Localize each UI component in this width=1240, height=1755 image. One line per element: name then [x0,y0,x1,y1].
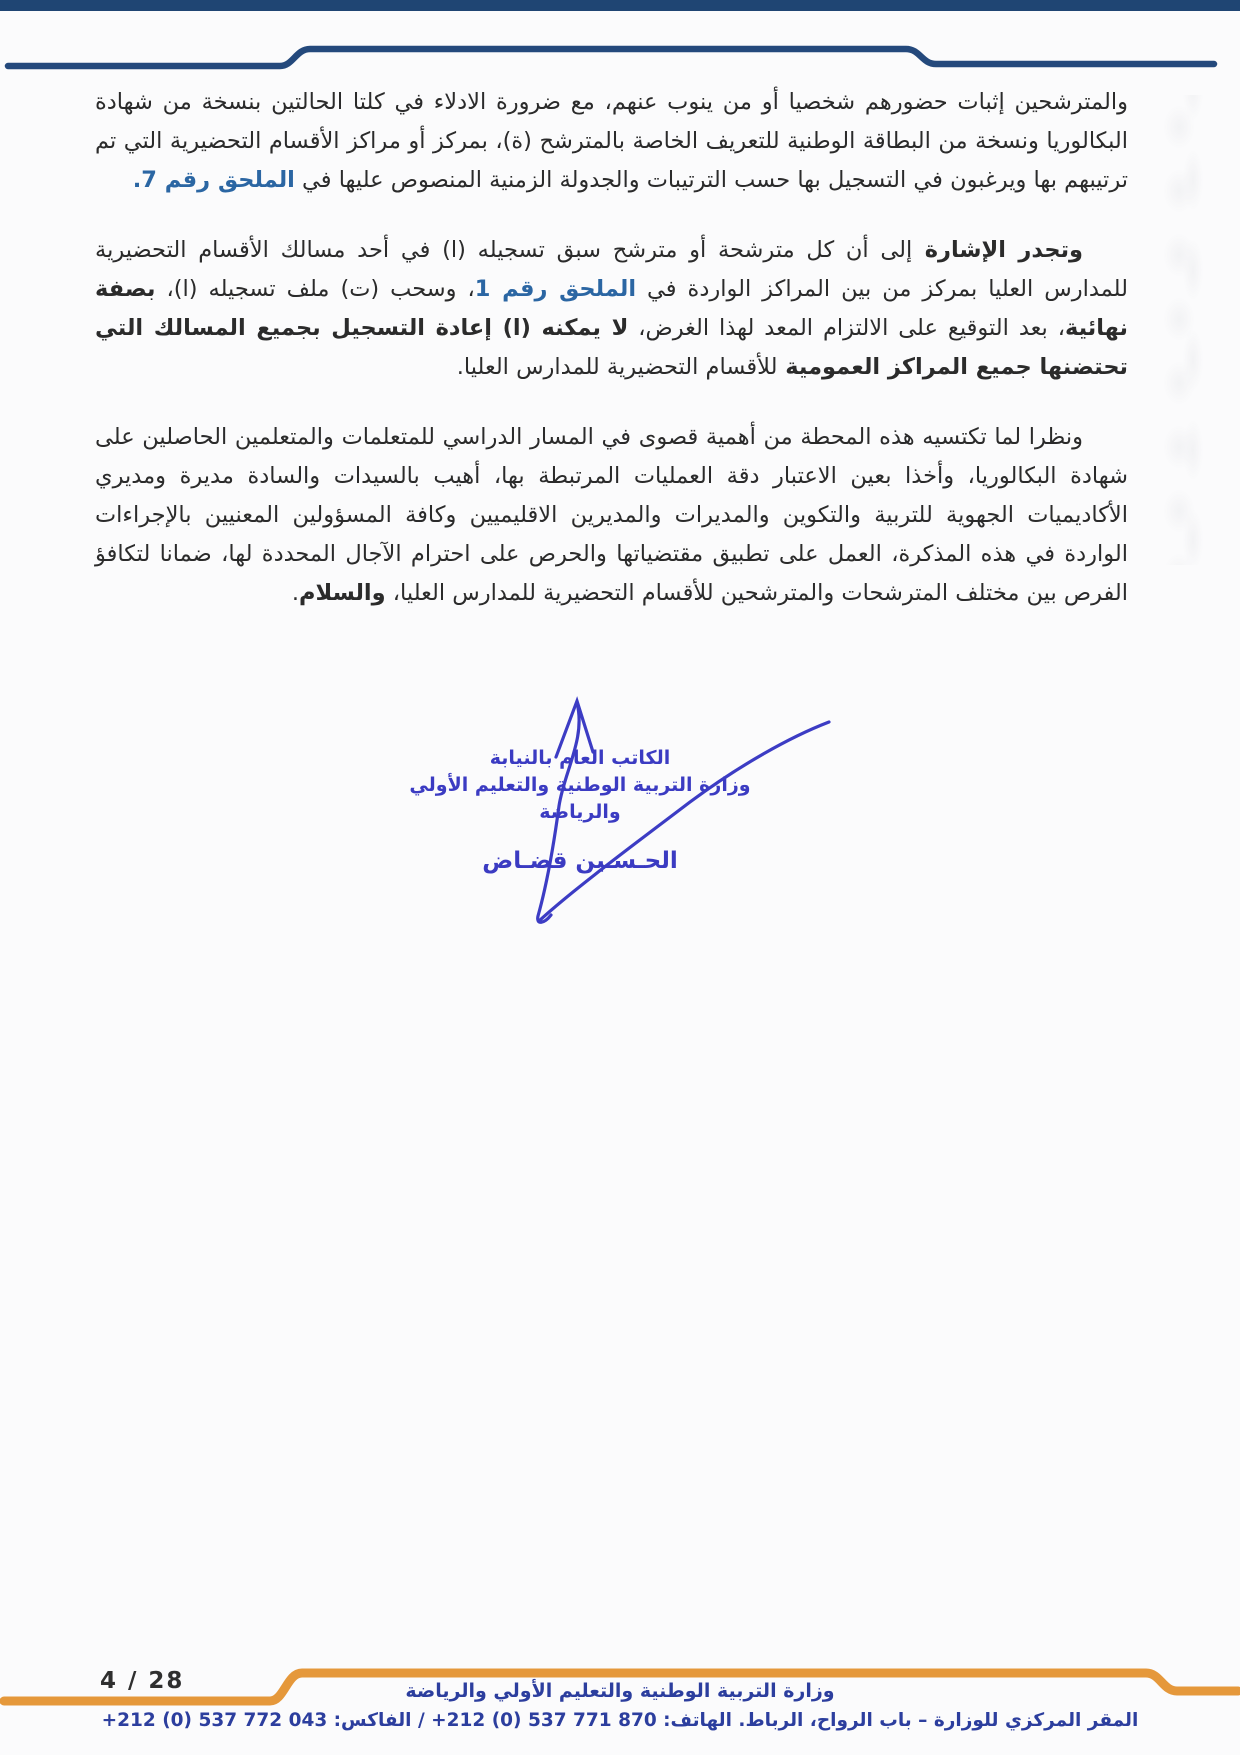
scan-artifact-strip [1148,95,1234,565]
text-segment-normal: ، وسحب (ت) ملف تسجيله (ا)، [155,276,475,302]
stamp-ministry-line-2: والرياضة [539,801,621,823]
text-segment-bold: لا يمكنه (ا) إعادة التسجيل بجميع المسالك التي تحتضنها جميع المراكز العمومية [95,315,1128,380]
stamp-ministry-line: وزارة التربية الوطنية والتعليم الأولي [409,774,751,796]
text-segment-normal: والمترشحين إثبات حضورهم شخصيا أو من ينوب عنهم، مع ضرورة الادلاء في كلتا الحالتين بنسخة من شهادة البكالوريا ونسخة من البطاقة الوطنية للتعريف الخاصة بالمترشح (ة)، بمركز أو مراكز الأقسام التحضيرية التي تم ترتيبهم بها ويرغبون في التسجيل بها حسب الترتيبات والجدولة الزمنية المنصوص عليها في [95,89,1128,193]
text-segment-accent: الملحق رقم 7. [132,167,295,193]
body-paragraph [95,231,1128,387]
text-segment-normal: . [291,580,300,606]
stamp-title-line: الكاتب العام بالنيابة [489,747,671,769]
footer-phone-label: الهاتف: [663,1710,732,1731]
text-segment-bold: بصفة نهائية [95,276,1128,341]
text-segment-normal: للأقسام التحضيرية للمدارس العليا. [456,354,778,380]
footer-separator: / [417,1710,425,1731]
header-top-bar [0,0,1240,11]
body-paragraph [95,83,1128,200]
text-segment-normal: ، بعد التوقيع على الالتزام المعد لهذا الغرض، [628,315,1065,341]
text-segment-bold: وتجدر الإشارة [912,237,1084,263]
page-number: 4 / 28 [100,1668,185,1694]
footer-ministry-line: وزارة التربية الوطنية والتعليم الأولي والرياضة [405,1680,835,1702]
text-segment-accent: الملحق رقم 1 [474,276,637,302]
footer-fax-number: +212 (0) 537 772 043 [101,1710,328,1731]
footer-fax-label: الفاكس: [333,1710,412,1731]
footer-phone-number: +212 (0) 537 771 870 [431,1710,657,1731]
body-paragraphs [95,83,1128,644]
header-stepped-line [8,49,1214,66]
text-segment-normal: إلى أن كل مترشحة أو مترشح سبق تسجيله (ا) في أحد مسالك الأقسام التحضيرية للمدارس العليا بمركز من بين المراكز الواردة في [95,237,1128,302]
body-paragraph [95,418,1128,613]
footer-address: المقر المركزي للوزارة – باب الرواح، الرباط. [738,1710,1139,1731]
footer-contact-line [0,1710,1240,1731]
signature-stamp-block [370,745,790,874]
text-segment-bold: والسلام [299,580,386,606]
text-segment-normal: ونظرا لما تكتسيه هذه المحطة من أهمية قصوى في المسار الدراسي للمتعلمات والمتعلمين الحاصلين على شهادة البكالوريا، وأخذا بعين الاعتبار دقة العمليات المرتبطة بها، أهيب بالسيدات والسادة مديرة ومديري الأكاديميات الجهوية للتربية والتكوين والمديرات والمديرين الاقليميين وكافة المسؤولين المعنيين بالإجراءات الواردة في هذه المذكرة، العمل على تطبيق مقتضياتها والحرص على احترام الآجال المحددة لها، ضمانا لتكافؤ الفرص بين مختلف المترشحات والمترشحين للأقسام التحضيرية للمدارس العليا، [95,424,1128,606]
signatory-name: الحـسـين قضـاض [482,848,678,874]
